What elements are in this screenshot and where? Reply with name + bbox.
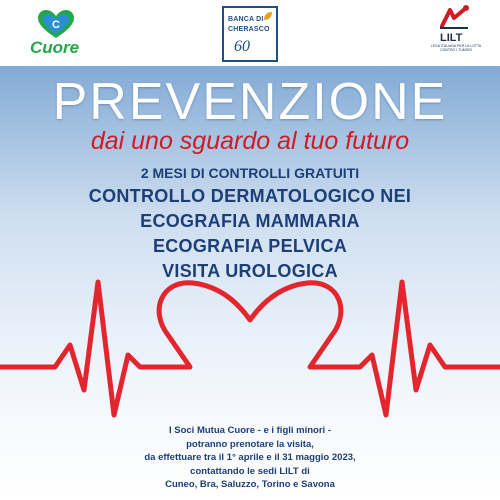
svg-text:C: C (52, 19, 60, 31)
services-list (0, 184, 500, 284)
offer-intro: 2 MESI DI CONTROLLI GRATUITI (140, 165, 360, 181)
info-line: potranno prenotare la visita, (186, 438, 314, 450)
headline-subtitle: dai uno sguardo al tuo futuro (90, 127, 410, 155)
lilt-tagline: LEGA ITALIANA PER LA LOTTA CONTRO I TUMORI (430, 44, 482, 52)
info-line: da effettuare tra il 1° aprile e il 31 maggio 2023, (144, 452, 356, 463)
service-item: CONTROLLO DERMATOLOGICO NEI (88, 186, 412, 206)
cuore-logo-text: Cuore (30, 38, 80, 57)
service-item: ECOGRAFIA MAMMARIA (140, 211, 360, 231)
info-line: contattando le sedi LILT di (190, 465, 310, 477)
banca-logo-number: 60 (234, 38, 250, 55)
service-item: ECOGRAFIA PELVICA (152, 236, 348, 256)
headline-title: PREVENZIONE (52, 73, 448, 131)
info-line: I Soci Mutua Cuore - e i figli minori - (168, 425, 332, 436)
info-text (130, 424, 370, 492)
banca-logo-line1: BANCA DI (228, 16, 264, 23)
lilt-logo-text: LILT (440, 32, 463, 44)
service-item: VISITA UROLOGICA (162, 261, 338, 281)
banca-logo-line2: CHERASCO (228, 26, 270, 33)
info-line: Cuneo, Bra, Saluzzo, Torino e Savona (165, 479, 335, 490)
